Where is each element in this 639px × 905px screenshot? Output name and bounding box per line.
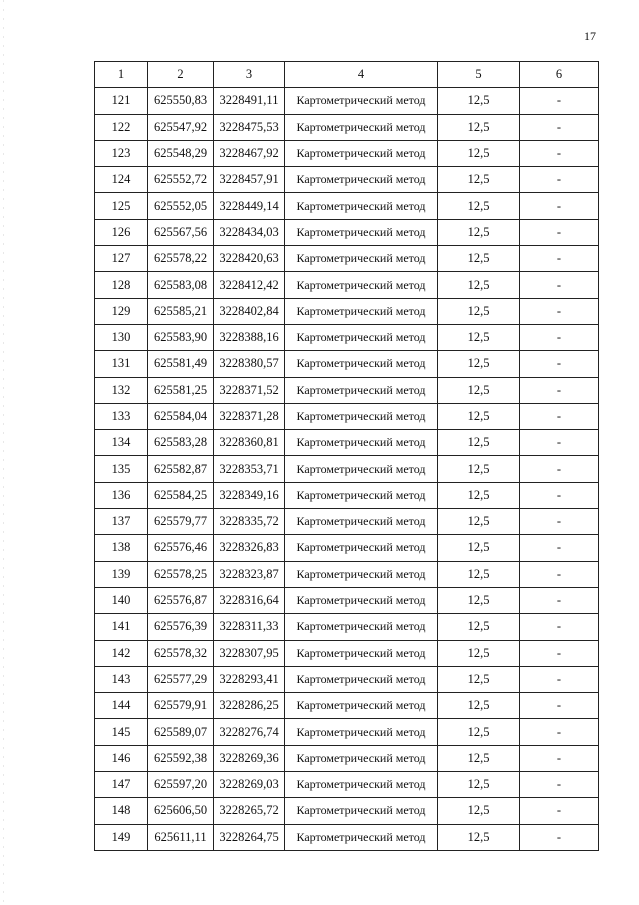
method-cell: Картометрический метод xyxy=(285,509,438,535)
point-number-cell: 131 xyxy=(95,351,148,377)
table-row xyxy=(95,403,599,429)
y-coordinate-cell: 3228353,71 xyxy=(214,456,285,482)
point-number-cell: 126 xyxy=(95,219,148,245)
method-cell: Картометрический метод xyxy=(285,403,438,429)
y-coordinate-cell: 3228335,72 xyxy=(214,509,285,535)
y-coordinate-cell: 3228412,42 xyxy=(214,272,285,298)
accuracy-cell: 12,5 xyxy=(438,430,520,456)
method-cell: Картометрический метод xyxy=(285,377,438,403)
x-coordinate-cell: 625583,08 xyxy=(148,272,214,298)
y-coordinate-cell: 3228316,64 xyxy=(214,587,285,613)
accuracy-cell: 12,5 xyxy=(438,666,520,692)
y-coordinate-cell: 3228286,25 xyxy=(214,693,285,719)
y-coordinate-cell: 3228307,95 xyxy=(214,640,285,666)
description-cell: - xyxy=(520,88,599,114)
method-cell: Картометрический метод xyxy=(285,167,438,193)
point-number-cell: 136 xyxy=(95,482,148,508)
table-row xyxy=(95,614,599,640)
method-cell: Картометрический метод xyxy=(285,482,438,508)
y-coordinate-cell: 3228420,63 xyxy=(214,246,285,272)
accuracy-cell: 12,5 xyxy=(438,456,520,482)
table-row xyxy=(95,272,599,298)
x-coordinate-cell: 625548,29 xyxy=(148,140,214,166)
method-cell: Картометрический метод xyxy=(285,246,438,272)
accuracy-cell: 12,5 xyxy=(438,114,520,140)
x-coordinate-cell: 625547,92 xyxy=(148,114,214,140)
method-cell: Картометрический метод xyxy=(285,456,438,482)
point-number-cell: 147 xyxy=(95,772,148,798)
x-coordinate-cell: 625578,32 xyxy=(148,640,214,666)
table-row xyxy=(95,561,599,587)
description-cell: - xyxy=(520,824,599,850)
y-coordinate-cell: 3228293,41 xyxy=(214,666,285,692)
description-cell: - xyxy=(520,351,599,377)
table-row xyxy=(95,114,599,140)
description-cell: - xyxy=(520,456,599,482)
table-row xyxy=(95,167,599,193)
x-coordinate-cell: 625576,87 xyxy=(148,587,214,613)
x-coordinate-cell: 625579,77 xyxy=(148,509,214,535)
x-coordinate-cell: 625577,29 xyxy=(148,666,214,692)
description-cell: - xyxy=(520,745,599,771)
point-number-cell: 129 xyxy=(95,298,148,324)
point-number-cell: 148 xyxy=(95,798,148,824)
description-cell: - xyxy=(520,377,599,403)
point-number-cell: 125 xyxy=(95,193,148,219)
point-number-cell: 146 xyxy=(95,745,148,771)
description-cell: - xyxy=(520,403,599,429)
y-coordinate-cell: 3228265,72 xyxy=(214,798,285,824)
accuracy-cell: 12,5 xyxy=(438,219,520,245)
description-cell: - xyxy=(520,167,599,193)
description-cell: - xyxy=(520,140,599,166)
description-cell: - xyxy=(520,587,599,613)
accuracy-cell: 12,5 xyxy=(438,403,520,429)
description-cell: - xyxy=(520,246,599,272)
x-coordinate-cell: 625550,83 xyxy=(148,88,214,114)
x-coordinate-cell: 625584,04 xyxy=(148,403,214,429)
method-cell: Картометрический метод xyxy=(285,824,438,850)
description-cell: - xyxy=(520,324,599,350)
table-row xyxy=(95,324,599,350)
y-coordinate-cell: 3228276,74 xyxy=(214,719,285,745)
description-cell: - xyxy=(520,561,599,587)
x-coordinate-cell: 625579,91 xyxy=(148,693,214,719)
accuracy-cell: 12,5 xyxy=(438,140,520,166)
y-coordinate-cell: 3228402,84 xyxy=(214,298,285,324)
method-cell: Картометрический метод xyxy=(285,430,438,456)
x-coordinate-cell: 625578,22 xyxy=(148,246,214,272)
description-cell: - xyxy=(520,114,599,140)
y-coordinate-cell: 3228380,57 xyxy=(214,351,285,377)
method-cell: Картометрический метод xyxy=(285,772,438,798)
x-coordinate-cell: 625589,07 xyxy=(148,719,214,745)
point-number-cell: 121 xyxy=(95,88,148,114)
y-coordinate-cell: 3228323,87 xyxy=(214,561,285,587)
accuracy-cell: 12,5 xyxy=(438,509,520,535)
accuracy-cell: 12,5 xyxy=(438,246,520,272)
method-cell: Картометрический метод xyxy=(285,324,438,350)
table-row xyxy=(95,666,599,692)
description-cell: - xyxy=(520,772,599,798)
x-coordinate-cell: 625576,46 xyxy=(148,535,214,561)
x-coordinate-cell: 625606,50 xyxy=(148,798,214,824)
method-cell: Картометрический метод xyxy=(285,535,438,561)
method-cell: Картометрический метод xyxy=(285,219,438,245)
description-cell: - xyxy=(520,640,599,666)
x-coordinate-cell: 625585,21 xyxy=(148,298,214,324)
point-number-cell: 128 xyxy=(95,272,148,298)
method-cell: Картометрический метод xyxy=(285,693,438,719)
description-cell: - xyxy=(520,430,599,456)
accuracy-cell: 12,5 xyxy=(438,693,520,719)
point-number-cell: 135 xyxy=(95,456,148,482)
accuracy-cell: 12,5 xyxy=(438,719,520,745)
method-cell: Картометрический метод xyxy=(285,798,438,824)
point-number-cell: 142 xyxy=(95,640,148,666)
scan-edge-marks xyxy=(3,0,4,905)
point-number-cell: 144 xyxy=(95,693,148,719)
accuracy-cell: 12,5 xyxy=(438,587,520,613)
point-number-cell: 123 xyxy=(95,140,148,166)
accuracy-cell: 12,5 xyxy=(438,298,520,324)
table-row xyxy=(95,640,599,666)
accuracy-cell: 12,5 xyxy=(438,772,520,798)
table-row xyxy=(95,456,599,482)
description-cell: - xyxy=(520,219,599,245)
table-row xyxy=(95,430,599,456)
x-coordinate-cell: 625583,28 xyxy=(148,430,214,456)
x-coordinate-cell: 625597,20 xyxy=(148,772,214,798)
y-coordinate-cell: 3228457,91 xyxy=(214,167,285,193)
table-row xyxy=(95,824,599,850)
table-header-row xyxy=(95,62,599,88)
y-coordinate-cell: 3228349,16 xyxy=(214,482,285,508)
x-coordinate-cell: 625581,49 xyxy=(148,351,214,377)
method-cell: Картометрический метод xyxy=(285,614,438,640)
table-row xyxy=(95,377,599,403)
accuracy-cell: 12,5 xyxy=(438,351,520,377)
header-cell-3: 3 xyxy=(214,62,285,88)
table-row xyxy=(95,140,599,166)
point-number-cell: 137 xyxy=(95,509,148,535)
table-row xyxy=(95,482,599,508)
x-coordinate-cell: 625552,72 xyxy=(148,167,214,193)
y-coordinate-cell: 3228264,75 xyxy=(214,824,285,850)
x-coordinate-cell: 625583,90 xyxy=(148,324,214,350)
description-cell: - xyxy=(520,272,599,298)
point-number-cell: 133 xyxy=(95,403,148,429)
accuracy-cell: 12,5 xyxy=(438,824,520,850)
method-cell: Картометрический метод xyxy=(285,140,438,166)
accuracy-cell: 12,5 xyxy=(438,798,520,824)
method-cell: Картометрический метод xyxy=(285,88,438,114)
y-coordinate-cell: 3228449,14 xyxy=(214,193,285,219)
method-cell: Картометрический метод xyxy=(285,587,438,613)
accuracy-cell: 12,5 xyxy=(438,482,520,508)
description-cell: - xyxy=(520,482,599,508)
method-cell: Картометрический метод xyxy=(285,272,438,298)
y-coordinate-cell: 3228491,11 xyxy=(214,88,285,114)
y-coordinate-cell: 3228371,52 xyxy=(214,377,285,403)
point-number-cell: 141 xyxy=(95,614,148,640)
x-coordinate-cell: 625552,05 xyxy=(148,193,214,219)
point-number-cell: 134 xyxy=(95,430,148,456)
page-number: 17 xyxy=(584,29,596,43)
description-cell: - xyxy=(520,535,599,561)
accuracy-cell: 12,5 xyxy=(438,640,520,666)
y-coordinate-cell: 3228311,33 xyxy=(214,614,285,640)
header-cell-5: 5 xyxy=(438,62,520,88)
y-coordinate-cell: 3228269,36 xyxy=(214,745,285,771)
description-cell: - xyxy=(520,719,599,745)
method-cell: Картометрический метод xyxy=(285,666,438,692)
table-row xyxy=(95,693,599,719)
accuracy-cell: 12,5 xyxy=(438,614,520,640)
method-cell: Картометрический метод xyxy=(285,640,438,666)
header-cell-6: 6 xyxy=(520,62,599,88)
header-cell-2: 2 xyxy=(148,62,214,88)
method-cell: Картометрический метод xyxy=(285,298,438,324)
description-cell: - xyxy=(520,298,599,324)
method-cell: Картометрический метод xyxy=(285,351,438,377)
point-number-cell: 122 xyxy=(95,114,148,140)
point-number-cell: 132 xyxy=(95,377,148,403)
table-row xyxy=(95,351,599,377)
y-coordinate-cell: 3228434,03 xyxy=(214,219,285,245)
x-coordinate-cell: 625582,87 xyxy=(148,456,214,482)
table-body xyxy=(95,88,599,851)
method-cell: Картометрический метод xyxy=(285,745,438,771)
description-cell: - xyxy=(520,666,599,692)
accuracy-cell: 12,5 xyxy=(438,377,520,403)
description-cell: - xyxy=(520,614,599,640)
method-cell: Картометрический метод xyxy=(285,719,438,745)
x-coordinate-cell: 625584,25 xyxy=(148,482,214,508)
description-cell: - xyxy=(520,509,599,535)
point-number-cell: 130 xyxy=(95,324,148,350)
x-coordinate-cell: 625578,25 xyxy=(148,561,214,587)
table-row xyxy=(95,587,599,613)
accuracy-cell: 12,5 xyxy=(438,535,520,561)
y-coordinate-cell: 3228326,83 xyxy=(214,535,285,561)
y-coordinate-cell: 3228475,53 xyxy=(214,114,285,140)
x-coordinate-cell: 625592,38 xyxy=(148,745,214,771)
table-row xyxy=(95,798,599,824)
table-row xyxy=(95,246,599,272)
table-row xyxy=(95,193,599,219)
coordinates-table xyxy=(94,61,599,851)
description-cell: - xyxy=(520,193,599,219)
x-coordinate-cell: 625611,11 xyxy=(148,824,214,850)
y-coordinate-cell: 3228371,28 xyxy=(214,403,285,429)
point-number-cell: 143 xyxy=(95,666,148,692)
accuracy-cell: 12,5 xyxy=(438,561,520,587)
method-cell: Картометрический метод xyxy=(285,114,438,140)
y-coordinate-cell: 3228388,16 xyxy=(214,324,285,350)
x-coordinate-cell: 625581,25 xyxy=(148,377,214,403)
description-cell: - xyxy=(520,798,599,824)
header-cell-4: 4 xyxy=(285,62,438,88)
table-row xyxy=(95,719,599,745)
accuracy-cell: 12,5 xyxy=(438,88,520,114)
y-coordinate-cell: 3228360,81 xyxy=(214,430,285,456)
method-cell: Картометрический метод xyxy=(285,561,438,587)
accuracy-cell: 12,5 xyxy=(438,193,520,219)
point-number-cell: 149 xyxy=(95,824,148,850)
table-row xyxy=(95,219,599,245)
accuracy-cell: 12,5 xyxy=(438,324,520,350)
table-row xyxy=(95,298,599,324)
accuracy-cell: 12,5 xyxy=(438,272,520,298)
point-number-cell: 140 xyxy=(95,587,148,613)
accuracy-cell: 12,5 xyxy=(438,745,520,771)
table-row xyxy=(95,772,599,798)
table-row xyxy=(95,509,599,535)
accuracy-cell: 12,5 xyxy=(438,167,520,193)
point-number-cell: 139 xyxy=(95,561,148,587)
y-coordinate-cell: 3228269,03 xyxy=(214,772,285,798)
point-number-cell: 127 xyxy=(95,246,148,272)
point-number-cell: 145 xyxy=(95,719,148,745)
table-row xyxy=(95,535,599,561)
method-cell: Картометрический метод xyxy=(285,193,438,219)
table-row xyxy=(95,745,599,771)
x-coordinate-cell: 625567,56 xyxy=(148,219,214,245)
point-number-cell: 138 xyxy=(95,535,148,561)
y-coordinate-cell: 3228467,92 xyxy=(214,140,285,166)
description-cell: - xyxy=(520,693,599,719)
table-row xyxy=(95,88,599,114)
header-cell-1: 1 xyxy=(95,62,148,88)
point-number-cell: 124 xyxy=(95,167,148,193)
x-coordinate-cell: 625576,39 xyxy=(148,614,214,640)
